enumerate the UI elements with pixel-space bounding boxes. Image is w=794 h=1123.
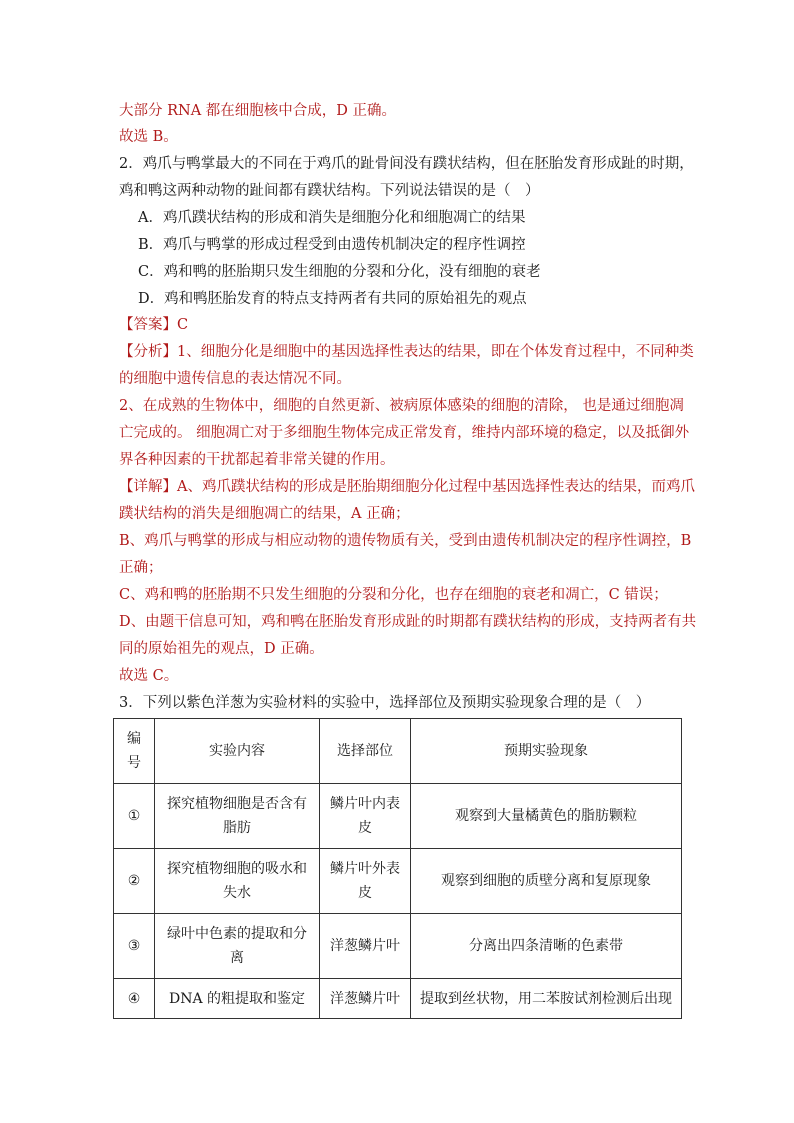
table-cell: 分离出四条清晰的色素带 [411,914,682,979]
table-row [114,849,682,914]
answer-choice-line: 故选 B。 [119,129,178,145]
question-2-stem: 2．鸡爪与鸭掌最大的不同在于鸡爪的趾骨间没有蹼状结构，但在胚胎发育形成趾的时期， [119,156,694,172]
detail-line: 【详解】A、鸡爪蹼状结构的形成是胚胎期细胞分化过程中基因选择性表达的结果，而鸡爪 [119,479,695,495]
table-cell: 探究植物细胞是否含有脂肪 [155,784,320,849]
table-cell: 鳞片叶内表皮 [320,784,411,849]
table-header-cell: 实验内容 [155,719,320,784]
table-cell: 观察到大量橘黄色的脂肪颗粒 [411,784,682,849]
detail-line: 同的原始祖先的观点，D 正确。 [119,641,324,657]
experiment-table [113,718,682,1019]
detail-line: D、由题干信息可知，鸡和鸭在胚胎发育形成趾的时期都有蹼状结构的形成，支持两者有共 [119,614,697,630]
table-row [114,914,682,979]
table-cell: 洋葱鳞片叶 [320,979,411,1019]
analysis-line: 【分析】1、细胞分化是细胞中的基因选择性表达的结果，即在个体发育过程中，不同种类 [119,344,694,360]
option-d: D．鸡和鸭胚胎发育的特点支持两者有共同的原始祖先的观点 [138,291,527,307]
table-cell: 提取到丝状物，用二苯胺试剂检测后出现 [411,979,682,1019]
question-2-stem: 鸡和鸭这两种动物的趾间都有蹼状结构。下列说法错误的是（ ） [119,183,540,199]
analysis-line: 2、在成熟的生物体中，细胞的自然更新、被病原体感染的细胞的清除， 也是通过细胞凋 [119,398,684,414]
table-cell: ② [114,849,155,914]
option-b: B．鸡爪与鸭掌的形成过程受到由遗传机制决定的程序性调控 [138,237,526,253]
table-cell: 洋葱鳞片叶 [320,914,411,979]
option-c: C．鸡和鸭的胚胎期只发生细胞的分裂和分化，没有细胞的衰老 [138,264,541,280]
table-cell: 绿叶中色素的提取和分离 [155,914,320,979]
table-row [114,979,682,1019]
option-a: A．鸡爪蹼状结构的形成和消失是细胞分化和细胞凋亡的结果 [138,210,526,226]
detail-line: 正确； [119,560,163,576]
table-cell: ③ [114,914,155,979]
analysis-line: 界各种因素的干扰都起着非常关键的作用。 [119,452,395,468]
explanation-line: 大部分 RNA 都在细胞核中合成，D 正确。 [119,103,397,119]
detail-line: B、鸡爪与鸭掌的形成与相应动物的遗传物质有关，受到由遗传机制决定的程序性调控，B [119,533,692,549]
table-cell: 观察到细胞的质壁分离和复原现象 [411,849,682,914]
table-cell: 探究植物细胞的吸水和失水 [155,849,320,914]
table-header-cell: 编号 [114,719,155,784]
table-cell: 鳞片叶外表皮 [320,849,411,914]
answer-choice-line: 故选 C。 [119,668,179,684]
question-3-stem: 3．下列以紫色洋葱为实验材料的实验中，选择部位及预期实验现象合理的是（ ） [119,695,651,711]
table-row [114,784,682,849]
table-cell: ④ [114,979,155,1019]
table-header-cell: 选择部位 [320,719,411,784]
table-header-cell: 预期实验现象 [411,719,682,784]
table-cell: DNA 的粗提取和鉴定 [155,979,320,1019]
detail-line: C、鸡和鸭的胚胎期不只发生细胞的分裂和分化，也存在细胞的衰老和凋亡，C 错误； [119,587,668,603]
table-cell: ① [114,784,155,849]
analysis-line: 亡完成的。 细胞凋亡对于多细胞生物体完成正常发育，维持内部环境的稳定，以及抵御外 [119,425,690,441]
table-header-row [114,719,682,784]
detail-line: 蹼状结构的消失是细胞凋亡的结果，A 正确； [119,506,410,522]
answer-line: 【答案】C [119,317,189,333]
analysis-line: 的细胞中遗传信息的表达情况不同。 [119,371,351,387]
